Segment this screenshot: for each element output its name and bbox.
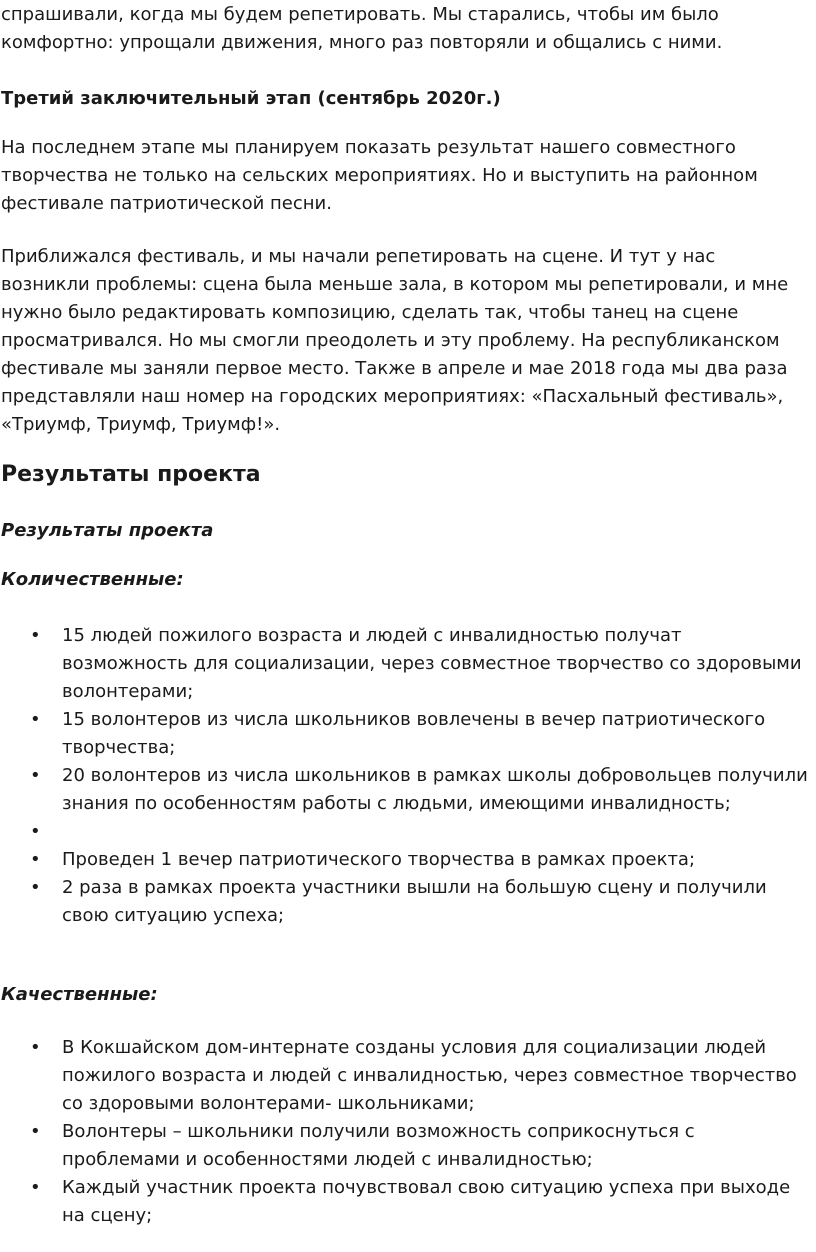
festival-paragraph: Приближался фестиваль, и мы начали репетировать на сцене. И тут у нас возникли проблемы: сцена была меньше зала, в котором мы репетировали, и мне нужно было редактировать композицию, сделать так, чтобы танец на сцене просматривался. Но мы смогли преодолеть и эту проблему. На республиканском фестивале мы заняли первое место. Также в апреле и мае 2018 года мы два раза представляли наш номер на городских мероприятиях: «Пасхальный фестиваль», «Триумф, Триумф, Триумф!». (1, 246, 789, 435)
list-item-empty (0, 818, 816, 846)
list-item (0, 846, 816, 874)
list-item-text: Волонтеры – школьники получили возможность соприкоснуться с проблемами и особенностями людей с инвалидностью; (62, 1121, 695, 1170)
list-item (0, 1034, 816, 1118)
list-item-text: 20 волонтеров из числа школьников в рамках школы добровольцев получили знания по особенностям работы с людьми, имеющими инвалидность; (62, 765, 808, 814)
bullet-icon: • (30, 765, 41, 786)
list-item-text: 15 волонтеров из числа школьников вовлечены в вечер патриотического творчества; (62, 709, 766, 758)
list-item (0, 762, 816, 818)
bullet-icon: • (30, 709, 41, 730)
stage-paragraph: На последнем этапе мы планируем показать результат нашего совместного творчества не только на сельских мероприятиях. Но и выступить на районном фестивале патриотической песни. (1, 137, 758, 214)
qualitative-heading: Качественные: (1, 984, 158, 1005)
list-item (0, 622, 816, 706)
bullet-icon: • (30, 1121, 41, 1142)
results-heading: Результаты проекта (1, 462, 261, 487)
list-item-text: 15 людей пожилого возраста и людей с инвалидностью получат возможность для социализации, через совместное творчество со здоровыми волонтерами; (62, 625, 802, 702)
results-subheading: Результаты проекта (1, 520, 214, 541)
bullet-icon: • (30, 625, 41, 646)
intro-paragraph: спрашивали, когда мы будем репетировать. Мы старались, чтобы им было комфортно: упрощали движения, много раз повторяли и общались с ними. (1, 4, 723, 53)
bullet-icon: • (30, 821, 41, 842)
bullet-icon: • (30, 849, 41, 870)
quantitative-list (0, 622, 816, 930)
list-item-text: Каждый участник проекта почувствовал свою ситуацию успеха при выходе на сцену; (62, 1177, 791, 1226)
bullet-icon: • (30, 1177, 41, 1198)
bullet-icon: • (30, 877, 41, 898)
list-item (0, 1174, 816, 1230)
bullet-icon: • (30, 1037, 41, 1058)
list-item (0, 1118, 816, 1174)
stage-heading: Третий заключительный этап (сентябрь 2020г.) (1, 88, 501, 109)
list-item (0, 706, 816, 762)
quantitative-heading: Количественные: (1, 569, 184, 590)
list-item-text: Проведен 1 вечер патриотического творчества в рамках проекта; (62, 849, 696, 870)
list-item-text: 2 раза в рамках проекта участники вышли на большую сцену и получили свою ситуацию успеха; (62, 877, 767, 926)
list-item-text: В Кокшайском дом-интернате созданы условия для социализации людей пожилого возраста и людей с инвалидностью, через совместное творчество со здоровыми волонтерами- школьниками; (62, 1037, 797, 1114)
qualitative-list (0, 1034, 816, 1230)
list-item (0, 874, 816, 930)
